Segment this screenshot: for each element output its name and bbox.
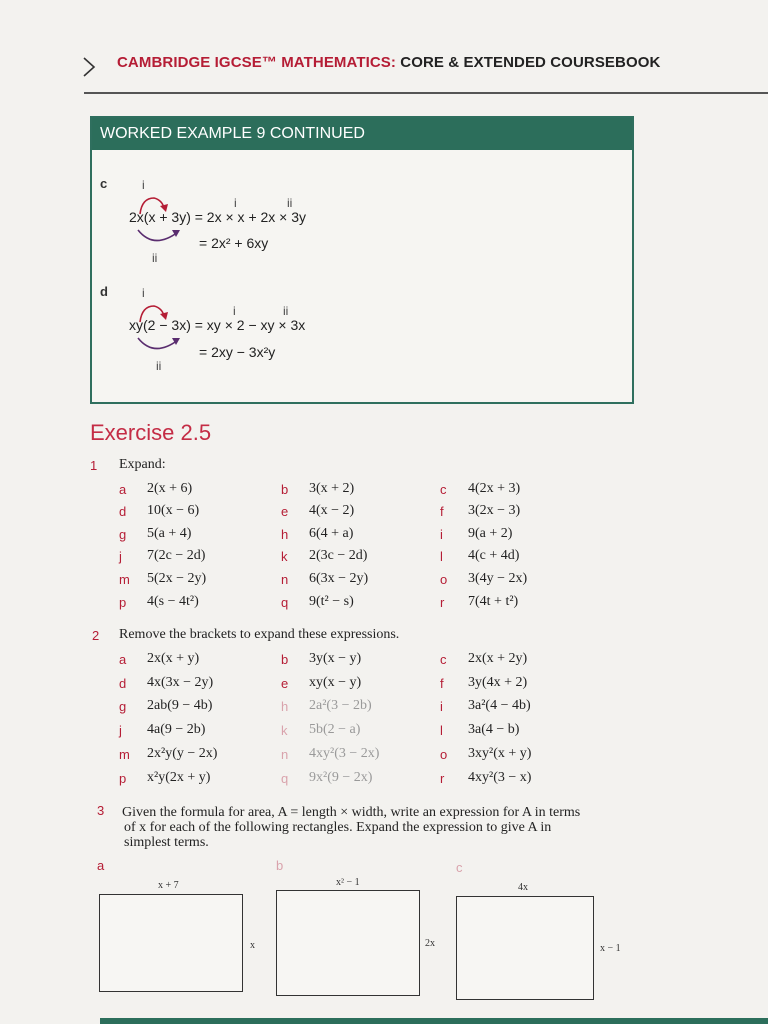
q2-item-expression: 2x(x + y) <box>147 651 200 666</box>
q2-item-label: i <box>440 699 443 714</box>
rectangle-a <box>99 894 243 992</box>
rectangle-b <box>276 890 420 996</box>
q2-item-label: a <box>119 652 127 667</box>
q2-item-expression: 3a²(4 − 4b) <box>468 698 531 713</box>
rect-a-label: a <box>97 858 105 873</box>
q2-item-label: e <box>281 676 289 691</box>
q1-item-label: q <box>281 595 289 610</box>
q2-item-label: l <box>440 723 443 738</box>
q1-item-label: r <box>440 595 445 610</box>
rect-a-top: x + 7 <box>158 880 179 891</box>
q1-item-label: b <box>281 482 289 497</box>
q2-item-expression: 3xy²(x + y) <box>468 746 532 761</box>
q2-item-label: b <box>281 652 289 667</box>
q2-item-label: k <box>281 723 288 738</box>
page-footer-bar <box>100 1018 768 1024</box>
q1-item-label: k <box>281 549 288 564</box>
q2-item-label: p <box>119 771 127 786</box>
q2-item-expression: 2ab(9 − 4b) <box>147 698 213 713</box>
q1-item-label: g <box>119 527 127 542</box>
q1-item-expression: 3(4y − 2x) <box>468 571 528 586</box>
q1-item-expression: 5(a + 4) <box>147 526 192 541</box>
rect-b-side: 2x <box>425 938 435 949</box>
exercise-title: Exercise 2.5 <box>90 420 212 445</box>
q1-item-label: c <box>440 482 447 497</box>
q1-item-expression: 3(x + 2) <box>309 481 355 496</box>
part-d-line1: xy(2 − 3x) = xy × 2 − xy × 3x <box>129 317 306 333</box>
q2-text: Remove the brackets to expand these expressions. <box>119 627 400 642</box>
q1-item-label: d <box>119 504 127 519</box>
q2-item-expression: 4x(3x − 2y) <box>147 675 214 690</box>
q2-item-label: n <box>281 747 289 762</box>
q2-item-expression: 4a(9 − 2b) <box>147 722 206 737</box>
q1-item-expression: 9(a + 2) <box>468 526 513 541</box>
q2-item-expression: 2x²y(y − 2x) <box>147 746 218 761</box>
q2-item-expression: 2x(x + 2y) <box>468 651 528 666</box>
rect-a-side: x <box>250 940 255 951</box>
rect-b-top: x² − 1 <box>336 877 360 888</box>
part-c-line1: 2x(x + 3y) = 2x × x + 2x × 3y <box>129 209 307 225</box>
q1-item-expression: 4(c + 4d) <box>468 548 520 563</box>
part-c-line2: = 2x² + 6xy <box>199 235 269 251</box>
part-d-mark-i: i <box>233 304 236 318</box>
q1-item-expression: 7(4t + t²) <box>468 594 519 609</box>
rect-b-label: b <box>276 858 284 873</box>
rect-c-top: 4x <box>518 882 528 893</box>
q2-item-expression: 4xy²(3 − 2x) <box>309 746 380 761</box>
header-title-accent: CAMBRIDGE IGCSE™ MATHEMATICS: <box>117 54 397 71</box>
part-c-mark-i: i <box>234 196 237 210</box>
q1-item-label: p <box>119 595 127 610</box>
q2-item-expression: 3y(x − y) <box>309 651 362 666</box>
q3-number: 3 <box>97 803 105 818</box>
q1-item-label: a <box>119 482 127 497</box>
q2-item-label: c <box>440 652 447 667</box>
q2-item-label: o <box>440 747 448 762</box>
q2-item-expression: xy(x − y) <box>309 675 362 690</box>
q2-item-expression: 3y(4x + 2) <box>468 675 528 690</box>
q1-item-label: j <box>119 549 122 564</box>
q1-item-expression: 3(2x − 3) <box>468 503 521 518</box>
worked-example-heading: WORKED EXAMPLE 9 CONTINUED <box>92 118 632 150</box>
part-c-bottom-ii: ii <box>152 251 158 265</box>
q1-item-label: o <box>440 572 448 587</box>
rectangle-c <box>456 896 594 1000</box>
q1-item-expression: 4(x − 2) <box>309 503 355 518</box>
q2-item-expression: x²y(2x + y) <box>147 770 211 785</box>
part-c-mark-ii: ii <box>287 196 293 210</box>
q1-item-expression: 10(x − 6) <box>147 503 200 518</box>
q1-item-expression: 2(3c − 2d) <box>309 548 368 563</box>
q2-item-expression: 5b(2 − a) <box>309 722 361 737</box>
q3-line-3: simplest terms. <box>124 835 209 850</box>
q2-item-label: h <box>281 699 289 714</box>
q1-item-expression: 5(2x − 2y) <box>147 571 207 586</box>
q1-item-expression: 6(3x − 2y) <box>309 571 369 586</box>
running-header <box>117 54 660 71</box>
q1-item-label: i <box>440 527 443 542</box>
q2-number: 2 <box>92 628 100 643</box>
q2-item-expression: 3a(4 − b) <box>468 722 520 737</box>
q1-item-expression: 4(s − 4t²) <box>147 594 199 609</box>
header-title-plain: CORE & EXTENDED COURSEBOOK <box>400 54 661 71</box>
rect-c-label: c <box>456 860 463 875</box>
q1-text: Expand: <box>119 457 166 472</box>
q2-item-label: d <box>119 676 127 691</box>
header-rule <box>84 92 768 94</box>
q2-item-label: g <box>119 699 127 714</box>
q1-item-label: m <box>119 572 130 587</box>
q1-item-label: h <box>281 527 289 542</box>
part-d-mark-ii: ii <box>283 304 289 318</box>
part-d-top-i: i <box>142 286 145 300</box>
q1-item-label: e <box>281 504 289 519</box>
q2-item-expression: 4xy²(3 − x) <box>468 770 532 785</box>
q1-item-label: l <box>440 549 443 564</box>
q1-item-expression: 9(t² − s) <box>309 594 354 609</box>
q1-number: 1 <box>90 458 98 473</box>
q1-item-label: n <box>281 572 289 587</box>
part-d-line2: = 2xy − 3x²y <box>199 344 276 360</box>
q2-item-label: j <box>119 723 122 738</box>
q3-line-2: of x for each of the following rectangles. Expand the expression to give A in <box>124 820 552 835</box>
q1-item-expression: 2(x + 6) <box>147 481 193 496</box>
q2-item-label: m <box>119 747 130 762</box>
q1-item-expression: 4(2x + 3) <box>468 481 521 496</box>
q2-item-label: q <box>281 771 289 786</box>
part-c-label: c <box>100 176 108 191</box>
q2-item-label: r <box>440 771 445 786</box>
q3-line-1: Given the formula for area, A = length × width, write an expression for A in terms <box>122 805 581 820</box>
part-d-bottom-ii: ii <box>156 359 162 373</box>
rect-c-side: x − 1 <box>600 943 621 954</box>
q2-item-expression: 2a²(3 − 2b) <box>309 698 372 713</box>
chevron-right-icon <box>82 56 96 78</box>
q2-item-label: f <box>440 676 444 691</box>
q2-item-expression: 9x²(9 − 2x) <box>309 770 373 785</box>
worked-example-box <box>90 116 634 404</box>
q1-item-expression: 7(2c − 2d) <box>147 548 206 563</box>
part-d-label: d <box>100 284 108 299</box>
q1-item-expression: 6(4 + a) <box>309 526 354 541</box>
part-c-top-i: i <box>142 178 145 192</box>
q1-item-label: f <box>440 504 444 519</box>
